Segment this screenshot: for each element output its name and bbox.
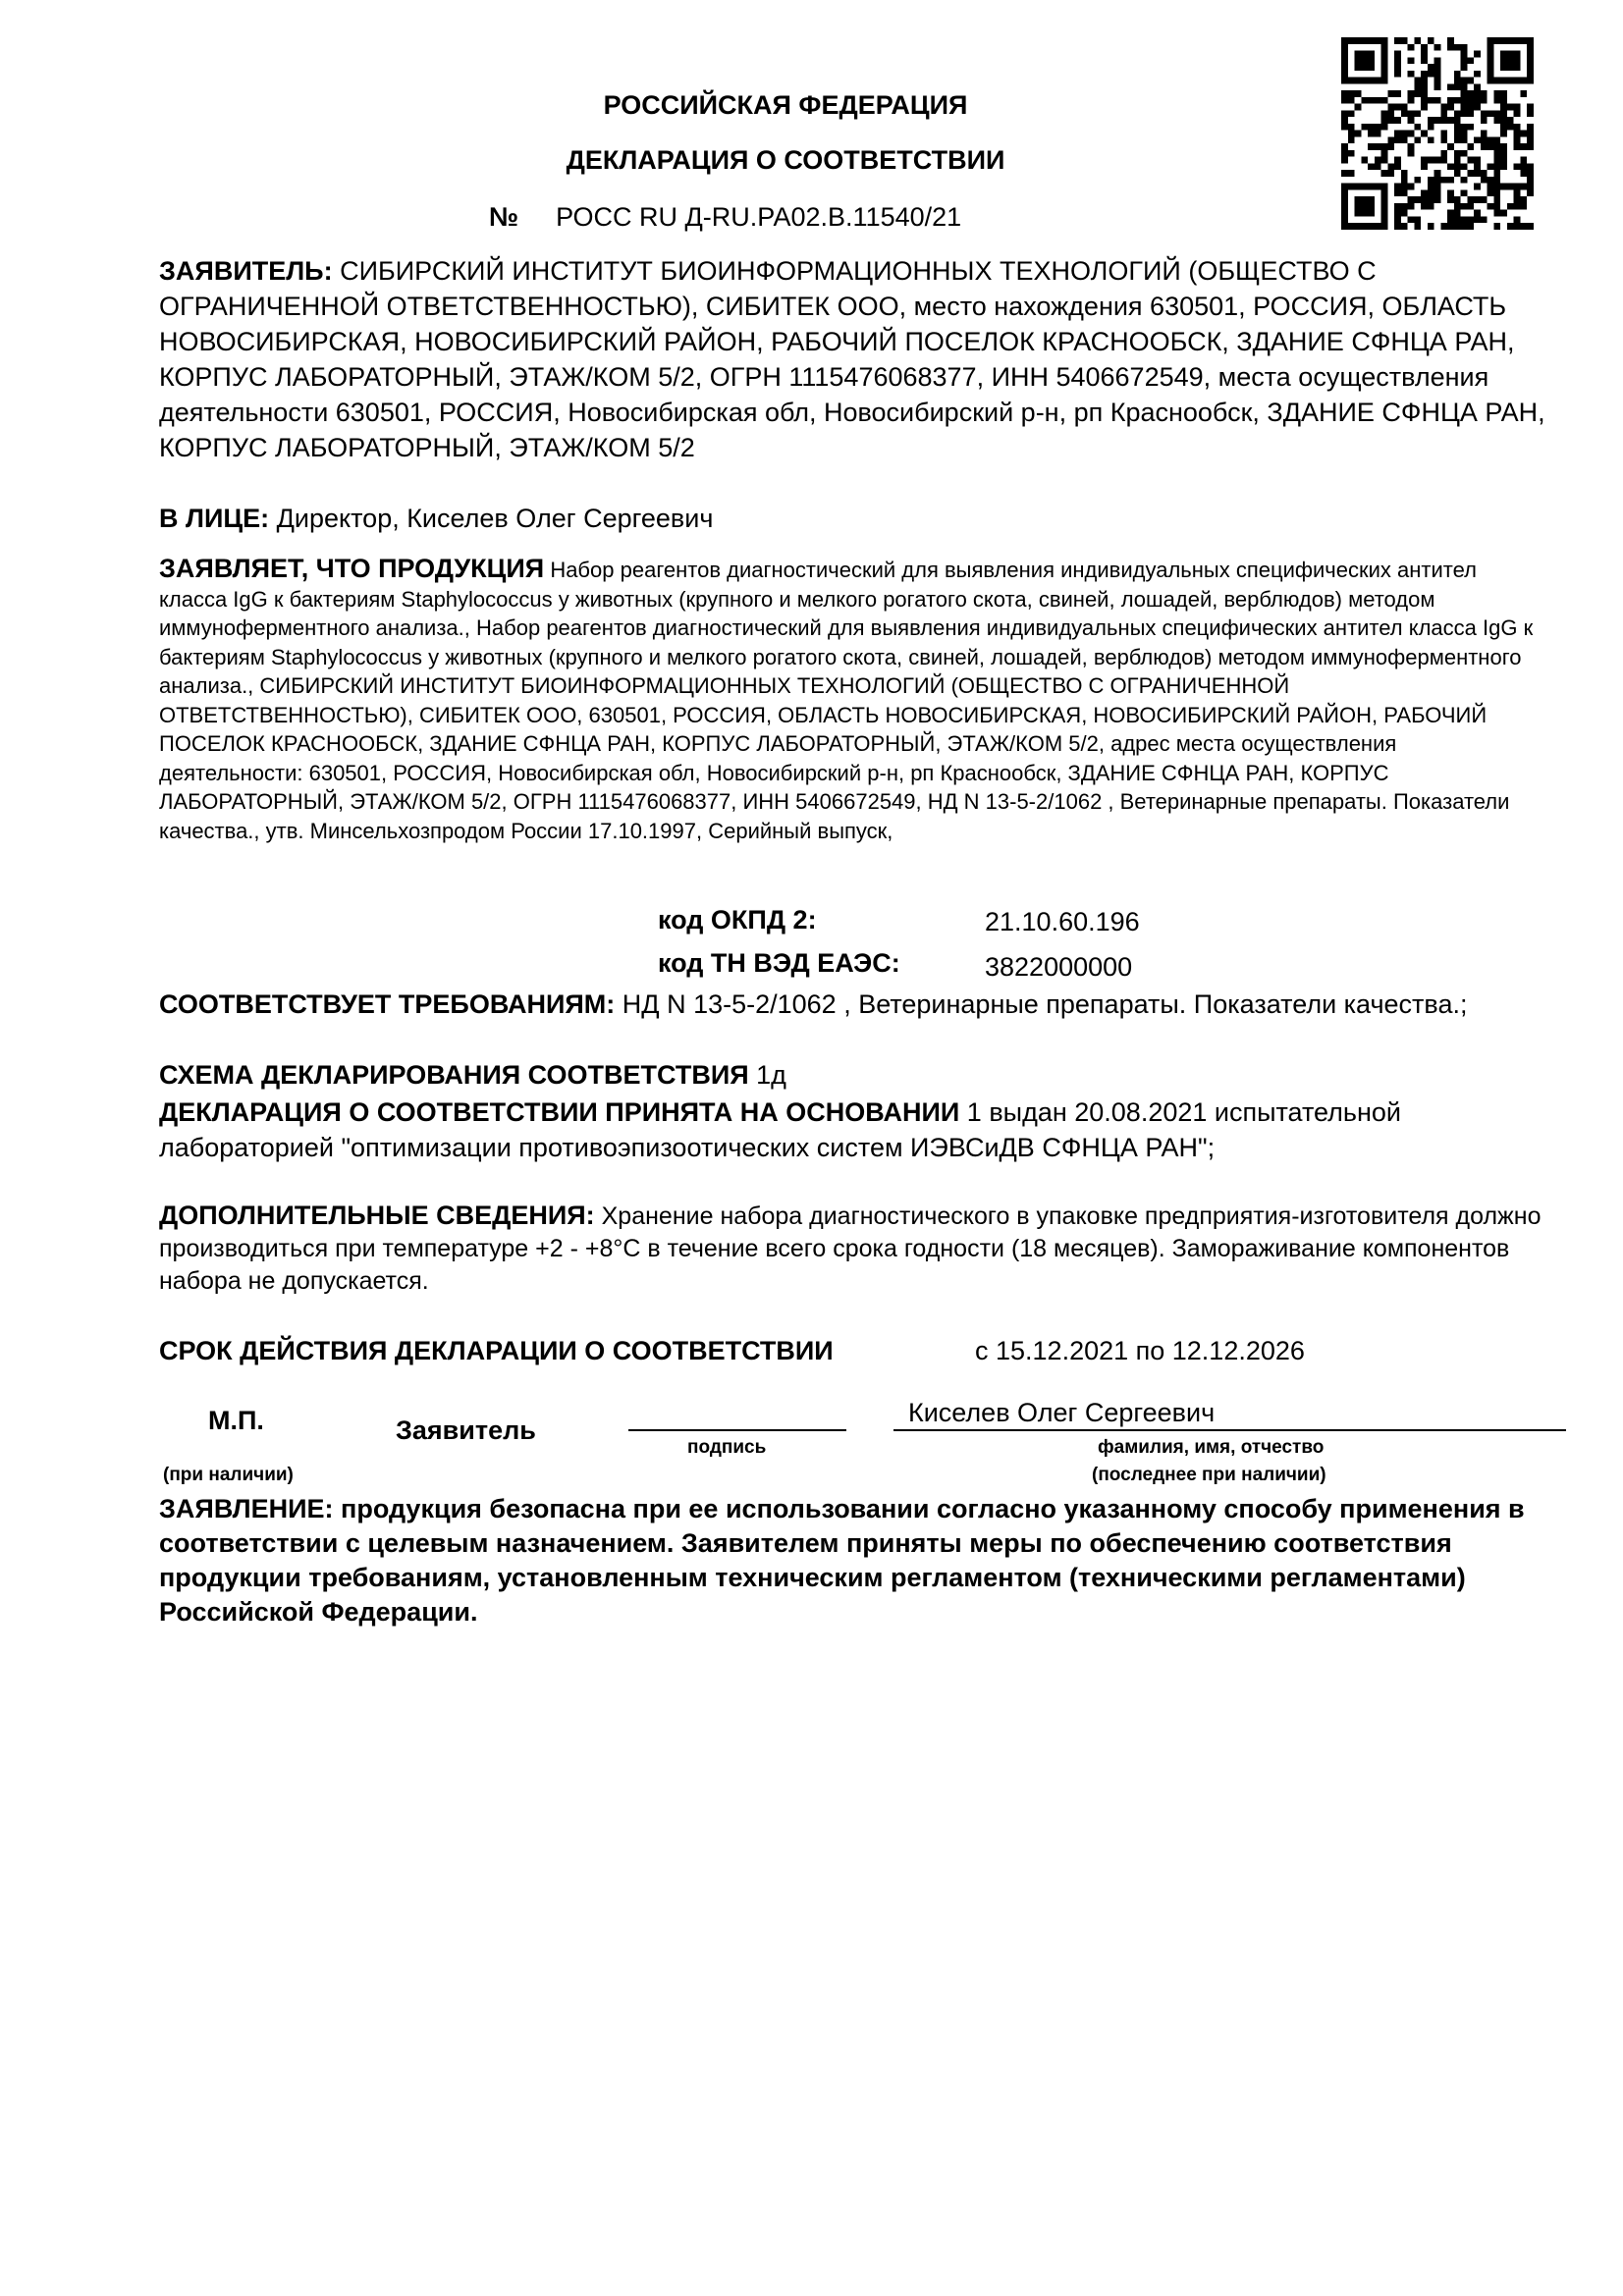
- product-section: [159, 555, 1534, 845]
- additional-text: Хранение набора диагностического в упаковке предприятия-изготовителя должно производиться при температуре +2 - +8°С в течение всего срока годности (18 месяцев). Замораживание компонентов набора не допускается.: [159, 1202, 1542, 1295]
- tnved-value: 3822000000: [985, 952, 1133, 982]
- declaration-number: [489, 202, 961, 233]
- number-sign: №: [489, 202, 519, 232]
- person-text: Директор, Киселев Олег Сергеевич: [276, 504, 714, 533]
- name-caption: фамилия, имя, отчество: [1098, 1437, 1325, 1458]
- additional-label: ДОПОЛНИТЕЛЬНЫЕ СВЕДЕНИЯ:: [159, 1201, 595, 1230]
- basis-section: [159, 1095, 1553, 1165]
- signer-name: Киселев Олег Сергеевич: [908, 1398, 1216, 1427]
- scheme-text: 1д: [756, 1060, 786, 1090]
- mp-label: М.П.: [208, 1406, 264, 1435]
- name-caption-note: (последнее при наличии): [1092, 1465, 1326, 1485]
- product-text: Набор реагентов диагностический для выявления индивидуальных специфических антител класса IgG к бактериям Staphylococcus у животных (крупного и мелкого рогатого скота, свиней, лошадей, верблюдов) методом иммуноферментного анализа., Набор реагентов диагностический для выявления индивидуальных специфических антител класса IgG к бактериям Staphylococcus у животных (крупного и мелкого рогатого скота, свиней, лошадей, верблюдов) методом иммуноферментного анализа., СИБИРСКИЙ ИНСТИТУТ БИОИНФОРМАЦИОННЫХ ТЕХНОЛОГИЙ (ОБЩЕСТВО С ОГРАНИЧЕННОЙ ОТВЕТСТВЕННОСТЬЮ), СИБИТЕК ООО, 630501, РОССИЯ, ОБЛАСТЬ НОВОСИБИРСКАЯ, НОВОСИБИРСКИЙ РАЙОН, РАБОЧИЙ ПОСЕЛОК КРАСНООБСК, ЗДАНИЕ СФНЦА РАН, КОРПУС ЛАБОРАТОРНЫЙ, ЭТАЖ/КОМ 5/2, адрес места осуществления деятельности: 630501, РОССИЯ, Новосибирская обл, Новосибирский р-н, рп Краснообск, ЗДАНИЕ СФНЦА РАН, КОРПУС ЛАБОРАТОРНЫЙ, ЭТАЖ/КОМ 5/2, ОГРН 1115476068377, ИНН 5406672549, НД N 13-5-2/1062 , Ветеринарные препараты. Показатели качества., утв. Минсельхозпродом России 17.10.1997, Серийный выпуск,: [159, 558, 1534, 843]
- product-label: ЗАЯВЛЯЕТ, ЧТО ПРОДУКЦИЯ: [159, 554, 545, 583]
- number-value: РОСС RU Д-RU.РА02.В.11540/21: [556, 202, 962, 232]
- country-heading: РОССИЙСКАЯ ФЕДЕРАЦИЯ: [603, 90, 968, 120]
- requirements-section: [159, 987, 1553, 1022]
- statement-section: [159, 1492, 1553, 1629]
- applicant-section: [159, 253, 1553, 465]
- okpd-value: 21.10.60.196: [985, 907, 1140, 936]
- okpd-label: код ОКПД 2:: [658, 905, 817, 934]
- tnved-label: код ТН ВЭД ЕАЭС:: [658, 948, 900, 978]
- validity-label: СРОК ДЕЙСТВИЯ ДЕКЛАРАЦИИ О СООТВЕТСТВИИ: [159, 1336, 834, 1365]
- applicant-text: СИБИРСКИЙ ИНСТИТУТ БИОИНФОРМАЦИОННЫХ ТЕХНОЛОГИЙ (ОБЩЕСТВО С ОГРАНИЧЕННОЙ ОТВЕТСТВЕННОСТЬЮ), СИБИТЕК ООО, место нахождения 630501, РОССИЯ, ОБЛАСТЬ НОВОСИБИРСКАЯ, НОВОСИБИРСКИЙ РАЙОН, РАБОЧИЙ ПОСЕЛОК КРАСНООБСК, ЗДАНИЕ СФНЦА РАН, КОРПУС ЛАБОРАТОРНЫЙ, ЭТАЖ/КОМ 5/2, ОГРН 1115476068377, ИНН 5406672549, места осуществления деятельности 630501, РОССИЯ, Новосибирская обл, Новосибирский р-н, рп Краснообск, ЗДАНИЕ СФНЦА РАН, КОРПУС ЛАБОРАТОРНЫЙ, ЭТАЖ/КОМ 5/2: [159, 256, 1545, 462]
- qr-code-icon: [1341, 37, 1534, 230]
- document-title: ДЕКЛАРАЦИЯ О СООТВЕТСТВИИ: [566, 145, 1005, 175]
- validity-text: с 15.12.2021 по 12.12.2026: [975, 1336, 1305, 1365]
- statement-label: ЗАЯВЛЕНИЕ:: [159, 1494, 334, 1523]
- basis-label: ДЕКЛАРАЦИЯ О СООТВЕТСТВИИ ПРИНЯТА НА ОСНОВАНИИ: [159, 1097, 960, 1127]
- person-section: [159, 501, 1553, 536]
- applicant-label: ЗАЯВИТЕЛЬ:: [159, 256, 333, 286]
- signature-caption: подпись: [687, 1437, 767, 1458]
- signature-line: [628, 1429, 846, 1431]
- requirements-text: НД N 13-5-2/1062 , Ветеринарные препараты. Показатели качества.;: [622, 989, 1468, 1019]
- statement-text: продукция безопасна при ее использовании согласно указанному способу применения в соответствии с целевым назначением. Заявителем приняты меры по обеспечению соответствия продукции требованиям, установленным техническим регламентом (техническими регламентами) Российской Федерации.: [159, 1494, 1525, 1627]
- scheme-label: СХЕМА ДЕКЛАРИРОВАНИЯ СООТВЕТСТВИЯ: [159, 1060, 749, 1090]
- additional-section: [159, 1200, 1553, 1298]
- scheme-section: [159, 1057, 1553, 1093]
- applicant-sign-label: Заявитель: [396, 1415, 536, 1445]
- mp-note: (при наличии): [163, 1465, 294, 1485]
- requirements-label: СООТВЕТСТВУЕТ ТРЕБОВАНИЯМ:: [159, 989, 616, 1019]
- person-label: В ЛИЦЕ:: [159, 504, 270, 533]
- basis-text: 1 выдан 20.08.2021 испытательной лабораторией "оптимизации противоэпизоотических систем ИЭВСиДВ СФНЦА РАН";: [159, 1097, 1401, 1162]
- name-line: [893, 1429, 1566, 1431]
